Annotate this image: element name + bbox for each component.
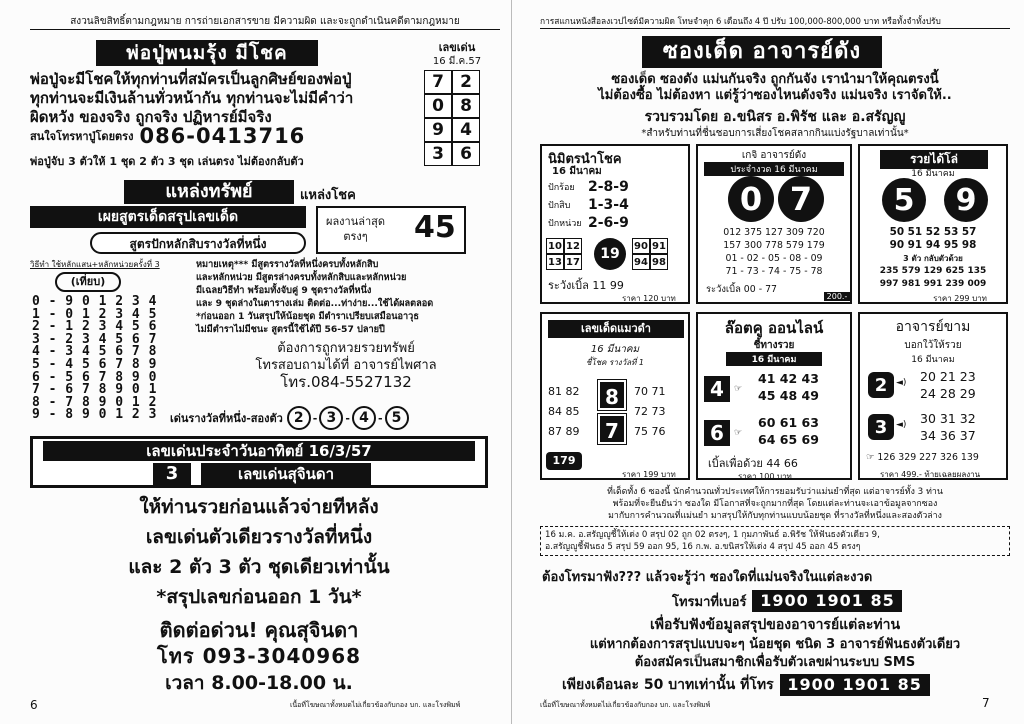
note-line: หมายเหตุ*** มีสูตรรางวัลที่หนึ่งครบทั้งหลักสิบ xyxy=(196,259,379,270)
card-line: 90 91 94 95 98 xyxy=(889,239,977,251)
number-pair: 81 82 xyxy=(548,385,580,398)
number-row: 64 65 69 xyxy=(758,432,819,447)
phone-paisan[interactable]: โทร.084-5527132 xyxy=(280,373,412,391)
contact-paisan xyxy=(196,340,496,391)
lekden-digit: 2 xyxy=(452,70,480,94)
sunday-box xyxy=(30,436,488,488)
left-numbers xyxy=(548,382,580,442)
fee-text: เพียงเดือนละ 50 บาทเท่านั้น ที่โทร xyxy=(562,677,774,693)
card-title: เกจิ อาจารย์ดัง xyxy=(741,150,807,161)
table-row: 3 - 2 3 4 5 6 7 xyxy=(32,331,157,347)
beware-text: เบิ้ลเพื่อด้วย 44 66 xyxy=(708,457,798,470)
big-digit: 7 xyxy=(598,414,626,444)
card-date: 16 มีนาคม xyxy=(911,169,955,179)
mini-cell: 13 xyxy=(546,254,564,270)
megaphone-icon: ◄) xyxy=(896,420,907,430)
lotku-numbers xyxy=(758,370,819,448)
card-line: 157 300 778 579 179 xyxy=(723,240,825,251)
table-row: 2 - 1 2 3 4 5 6 xyxy=(32,319,157,335)
intro-right xyxy=(540,72,1010,105)
table-row: 0 - 9 0 1 2 3 4 xyxy=(32,294,157,309)
right-page xyxy=(512,0,1024,724)
mini-cell: 12 xyxy=(564,238,582,254)
card-nimit xyxy=(540,144,690,304)
contact-row xyxy=(30,124,305,148)
number-table xyxy=(32,296,157,422)
table-row: 7 - 6 7 8 9 0 1 xyxy=(32,382,157,398)
lekden-label: เลขเด่น xyxy=(438,41,476,54)
listen-text: เพื่อรับฟังข้อมูลสรุปของอาจารย์แต่ละท่าน xyxy=(649,617,901,633)
row-value: 2-6-9 xyxy=(588,215,629,231)
bottom-digit: 4 xyxy=(352,406,376,430)
intro-line-2: ทุกท่านจะมีเงินล้านทั่วหน้ากัน ทุกท่านจะไม่มีคำว่า xyxy=(30,88,354,107)
big-digit: 7 xyxy=(778,176,824,222)
mini-cell: 94 xyxy=(632,254,650,270)
card-sub: ชี้โชค รางวัลที่ 1 xyxy=(585,358,645,367)
card-ajarn-kham xyxy=(858,312,1008,480)
card-lines xyxy=(860,226,1006,291)
bottom-line-label: เด่นรางวัลที่หนึ่ง-สองตัว xyxy=(170,412,283,425)
kham-numbers xyxy=(920,368,976,444)
mini-cell: 17 xyxy=(564,254,582,270)
big-line: เลขเด่นตัวเดียวรางวัลที่หนึ่ง xyxy=(145,526,373,548)
table-row: 8 - 7 8 9 0 1 2 xyxy=(32,394,157,410)
formula-title: เผยสูตรเด็ดสรุปเลขเด็ด xyxy=(30,206,306,228)
fee-number[interactable]: 1900 1901 85 xyxy=(780,674,930,696)
sunday-row xyxy=(153,463,371,485)
table-row: 9 - 8 9 0 1 2 3 xyxy=(32,407,157,423)
banner-songdet: ซองเด็ด อาจารย์ดัง xyxy=(642,36,882,68)
price-text: 200.- xyxy=(824,292,850,301)
card-line: 71 - 73 - 74 - 75 - 78 xyxy=(725,266,823,277)
offer-line: พ่อปู่จับ 3 ตัวให้ 1 ชุด 2 ตัว 3 ชุด เล่นตรง ไม่ต้องกลับตัว xyxy=(30,155,304,168)
desc-line: มากับการคำนวณที่แม่นยำ มาสรุปให้กับทุกท่านแบบน้อยชุด ที่รางวัลที่หนึ่งและสองตัวล่าง xyxy=(608,511,942,521)
scan-warning: การสแกนหนังสือลงเวปไซต์มีความผิด โทษจำคุก 6 เดือนถึง 4 ปี ปรับ 100,000-800,000 บาท หรือทั้งจำทั้งปรับ xyxy=(540,14,1010,29)
note-line: มีเฉลยวิธีทำ พร้อมทั้งจับคู่ 9 ชุดรางวัลที่หนึ่ง xyxy=(196,285,372,296)
detail-text xyxy=(540,636,1010,672)
lekden-digit: 6 xyxy=(452,142,480,166)
number-row: 34 36 37 xyxy=(920,428,976,443)
detail-line: ต้องสมัครเป็นสมาชิกเพื่อรับตัวเลขผ่านระบบ SMS xyxy=(634,655,916,670)
contact-label: สนใจโทรหาปู่โดยตรง xyxy=(30,130,134,143)
bottom-digit: 5 xyxy=(385,406,409,430)
time-text: เวลา 8.00-18.00 น. xyxy=(165,672,353,694)
number-row: 24 28 29 xyxy=(920,386,976,401)
big-digit: 9 xyxy=(944,178,988,222)
call-label: โทรมาที่เบอร์ xyxy=(672,594,747,610)
note-line: และหลักหน่วย มีสูตรล่างครบทั้งหลักสิบและหลักหน่วย xyxy=(196,272,407,283)
results-box xyxy=(540,526,1010,556)
phone-phopu[interactable]: 086-0413716 xyxy=(139,124,306,148)
number-row: 30 31 32 xyxy=(920,411,976,426)
big-digit: 5 xyxy=(882,178,926,222)
formula-sub: สูตรปักหลักสิบรางวัลที่หนึ่ง xyxy=(90,232,306,254)
row-label: ปักหน่วย xyxy=(548,219,582,229)
desc-line: ที่เด็ดทั้ง 6 ซองนี้ นักคำนวณทั่วประเทศให้การยอมรับว่าแม่นยำที่สุด แต่อาจารย์ทั้ง 3 ท่าน xyxy=(607,487,943,497)
card-title: อาจารย์ขาม xyxy=(895,319,971,335)
mini-cell: 10 xyxy=(546,238,564,254)
big-line: ให้ท่านรวยก่อนแล้วจ่ายทีหลัง xyxy=(139,496,379,518)
mini-cell: 91 xyxy=(650,238,668,254)
number-row: 41 42 43 xyxy=(758,371,819,386)
card-rows xyxy=(548,178,688,232)
note-line: และ 9 ชุดล่างในตารางเล่ม ติดต่อ...ท่าง่าย...ใช้ได้ผลตลอด xyxy=(196,298,434,309)
number-row: 45 48 49 xyxy=(758,388,819,403)
price-text: ราคา 299 บาท xyxy=(933,294,987,303)
row-label: ปักสิบ xyxy=(548,201,571,211)
kham-line-text: 126 329 227 326 139 xyxy=(877,452,979,463)
megaphone-icon: ◄) xyxy=(896,378,907,388)
big-digit: 6 xyxy=(704,420,730,446)
card-date: 16 มีนาคม xyxy=(590,344,640,355)
for-note: *สำหรับท่านที่ชื่นชอบการเสี่ยงโชคสลากกินแบ่งรัฐบาลเท่านั้น* xyxy=(641,128,909,139)
lekden-date: 16 มี.ค.57 xyxy=(432,56,482,67)
card-line: 50 51 52 53 57 xyxy=(889,226,977,238)
card-line: 01 - 02 - 05 - 08 - 09 xyxy=(725,253,823,264)
table-row: 6 - 5 6 7 8 9 0 xyxy=(32,369,157,385)
card-lotku xyxy=(696,312,852,480)
price-text: ราคา 499.- ท้ายเฉลยผลงาน xyxy=(880,470,981,479)
card-title: รวยได้โล่ xyxy=(880,150,988,169)
card-title: ล๊อตคู ออนไลน์ xyxy=(724,319,824,337)
banner-phopu: พ่อปู่พนมรุ้ง มีโชค xyxy=(96,40,318,66)
right-numbers xyxy=(634,382,666,442)
result-line: อ.สรัญญูชี้ฟันธง 5 สรุป 59 ออก 95, 16 ก.พ. อ.ขนิสรให้เด่ง 4 สรุป 45 ออก 45 ตรงๆ xyxy=(545,542,861,552)
card-line: 235 579 129 625 135 xyxy=(879,266,987,276)
card-ruay xyxy=(858,144,1008,304)
call-row xyxy=(672,590,902,612)
table-row: 4 - 3 4 5 6 7 8 xyxy=(32,344,157,360)
lekden-digit: 8 xyxy=(452,94,480,118)
sunday-number: 3 xyxy=(153,463,191,485)
lekden-digit: 9 xyxy=(424,118,452,142)
card-date: ประจำงวด 16 มีนาคม xyxy=(704,162,844,176)
beware-text: ระวังเบิ้ล 11 99 xyxy=(548,279,624,292)
badge-number: 179 xyxy=(546,452,582,470)
number-pair: 84 85 xyxy=(548,405,580,418)
big-digit: 8 xyxy=(598,380,626,410)
banner-laengsap: แหล่งทรัพย์ xyxy=(124,180,294,204)
card-date: 16 มีนาคม xyxy=(911,355,955,365)
mini-grid-right xyxy=(632,238,668,270)
description xyxy=(540,486,1010,522)
price-text: ราคา 100 บาท xyxy=(738,472,792,481)
phone-sujinda[interactable]: โทร 093-3040968 xyxy=(156,644,362,668)
number-row: 60 61 63 xyxy=(758,415,819,430)
number-pair: 75 76 xyxy=(634,425,666,438)
bottom-digit: 2 xyxy=(287,406,311,430)
beware-text: ระวังเบิ้ล 00 - 77 xyxy=(706,284,777,295)
center-number: 19 xyxy=(594,238,626,270)
method-label: วิธีทำ ใช้หลักแสน+หลักหน่วยครั้งที่ 3 xyxy=(30,260,160,269)
note-line: *ก่อนออก 1 วันสรุปให้น้อยชุด มีตำราเปรียบเสมือนอาวุธ xyxy=(196,311,419,322)
ask-line: ต้องโทรมาฟัง??? แล้วจะรู้ว่า ซองใดที่แม่นจริงในแต่ละงวด xyxy=(542,570,873,585)
intro-line-1: พ่อปู่จะมีโชคให้ทุกท่านที่สมัครเป็นลูกศิษย์ของพ่อปู่ xyxy=(30,70,352,88)
result-label: ผลงานล่าสุด xyxy=(326,215,386,228)
card-sub: 3 ตัว กลับตัวด้วย xyxy=(903,254,963,263)
card-title: เลขเด็ดแมวดำ xyxy=(548,320,684,338)
price-text: ราคา 199 บาท xyxy=(622,470,676,479)
intro-line-3: ผิดหวัง ของจริง ถูกจริง ปฏิหารย์มีจริง xyxy=(30,107,272,126)
big-lines xyxy=(30,492,488,612)
footer-right: เนื้อที่โฆษณาทั้งหมดไม่เกี่ยวข้องกับกอง บก. และโรงพิมพ์ xyxy=(540,701,711,709)
number-row: 20 21 23 xyxy=(920,369,976,384)
footer-left: เนื้อที่โฆษณาทั้งหมดไม่เกี่ยวข้องกับกอง บก. และโรงพิมพ์ xyxy=(290,701,461,709)
copyright-notice: สงวนลิขสิทธิ์ตามกฎหมาย การถ่ายเอกสารขาย มีความผิด และจะถูกดำเนินคดีตามกฎหมาย xyxy=(30,14,500,30)
tiap-label: (เที่ยบ) xyxy=(55,272,121,292)
card-title: นิมิตรนำโชค xyxy=(548,152,622,167)
page-number-right: 7 xyxy=(982,696,990,710)
desc-line: พร้อมที่จะยืนยันว่า ซองใด มีโอกาสที่จะถูกมากที่สุด โดยแต่ละท่านจะเอาข้อมูลจากซอง xyxy=(612,499,938,509)
big-digit: 3 xyxy=(868,414,894,440)
big-line: *สรุปเลขก่อนออก 1 วัน* xyxy=(156,586,362,608)
mini-cell: 98 xyxy=(650,254,668,270)
card-sub: ชี้ทางรวย xyxy=(753,340,795,351)
price-text: ราคา 120 บาท xyxy=(622,294,676,303)
lekden-digit: 0 xyxy=(424,94,452,118)
pointing-hand-icon: ☞ xyxy=(734,428,743,438)
intro-text xyxy=(30,70,420,126)
mini-grid-left xyxy=(546,238,582,270)
result-line: 16 ม.ค. อ.สรัญญูชี้ให้เด่ง 0 สรุป 02 ถูก 02 ตรงๆ, 1 กุมภาพันธ์ อ.พิรัช ให้ฟันธงตัวเดียว 9, xyxy=(545,530,880,540)
note-text xyxy=(196,258,496,336)
card-line: 997 981 991 239 009 xyxy=(879,279,987,289)
card-keji xyxy=(696,144,852,304)
number-pair: 70 71 xyxy=(634,385,666,398)
lekden-digit: 7 xyxy=(424,70,452,94)
number-pair: 72 73 xyxy=(634,405,666,418)
row-value: 1-3-4 xyxy=(588,197,629,213)
call-number[interactable]: 1900 1901 85 xyxy=(752,590,902,612)
row-value: 2-8-9 xyxy=(588,179,629,195)
pointing-hand-icon: ☞ xyxy=(734,384,743,394)
collected-by: รวบรวมโดย อ.ขนิสร อ.พิรัช และ อ.สรัญญู xyxy=(644,109,906,125)
kham-line: ☞ 126 329 227 326 139 xyxy=(866,452,979,463)
result-box xyxy=(316,206,466,254)
big-digit: 2 xyxy=(868,372,894,398)
card-date: 16 มีนาคม xyxy=(552,166,602,177)
intro-line: ซองเด็ด ซองดัง แม่นกันจริง ถูกกันจัง เรานำมาให้คุณตรงนี้ xyxy=(611,72,939,87)
banner-laengsap-sub: แหล่งโชค xyxy=(300,188,356,203)
lekden-grid xyxy=(424,70,480,166)
result-number: 45 xyxy=(414,210,456,245)
lekden-digit: 4 xyxy=(452,118,480,142)
card-maewdam xyxy=(540,312,690,480)
table-row: 5 - 4 5 6 7 8 9 xyxy=(32,356,157,372)
page-number-left: 6 xyxy=(30,698,38,712)
lekden-digit: 3 xyxy=(424,142,452,166)
fee-row xyxy=(562,674,930,696)
big-line: และ 2 ตัว 3 ตัว ชุดเดียวเท่านั้น xyxy=(128,556,390,578)
bottom-line: เด่นรางวัลที่หนึ่ง-สองตัว 2 - 3 - 4 - 5 xyxy=(170,406,409,430)
big-digit: 4 xyxy=(704,376,730,402)
card-lines xyxy=(698,226,850,278)
note-line: ไม่มีตำราไม่มีชนะ สูตรนี้ใช้ได้ปี 56-57 ปลายปี xyxy=(196,324,385,335)
result-label-2: ตรงๆ xyxy=(343,230,368,244)
detail-line: แต่หากต้องการสรุปแบบจะๆ น้อยชุด ชนิด 3 อาจารย์ฟันธงตัวเดียว xyxy=(589,637,961,652)
card-sub: บอกใว้ให้รวย xyxy=(904,340,962,351)
card-date: 16 มีนาคม xyxy=(726,352,822,366)
card-line: 012 375 127 309 720 xyxy=(723,227,825,238)
want-text: ต้องการถูกหวยรวยทรัพย์ xyxy=(277,341,415,356)
intro-line: ไม่ต้องซื้อ ไม่ต้องหา แต่รู้ว่าซองไหนดังจริง แม่นจริง เราจัดให้.. xyxy=(598,88,952,104)
sunday-title: เลขเด่นประจำวันอาทิตย์ 16/3/57 xyxy=(43,441,475,461)
mini-cell: 90 xyxy=(632,238,650,254)
big-digit: 0 xyxy=(728,176,774,222)
ask-text: โทรสอบถามได้ที่ อาจารย์ไพศาล xyxy=(255,358,437,373)
contact-sujinda: ติดต่อด่วน! คุณสุจินดา xyxy=(159,618,359,642)
row-label: ปักร้อย xyxy=(548,183,575,193)
bottom-digit: 3 xyxy=(319,406,343,430)
sunday-sub: เลขเด่นสุจินดา xyxy=(201,463,371,485)
table-row: 1 - 0 1 2 3 4 5 xyxy=(32,306,157,322)
number-pair: 87 89 xyxy=(548,425,580,438)
